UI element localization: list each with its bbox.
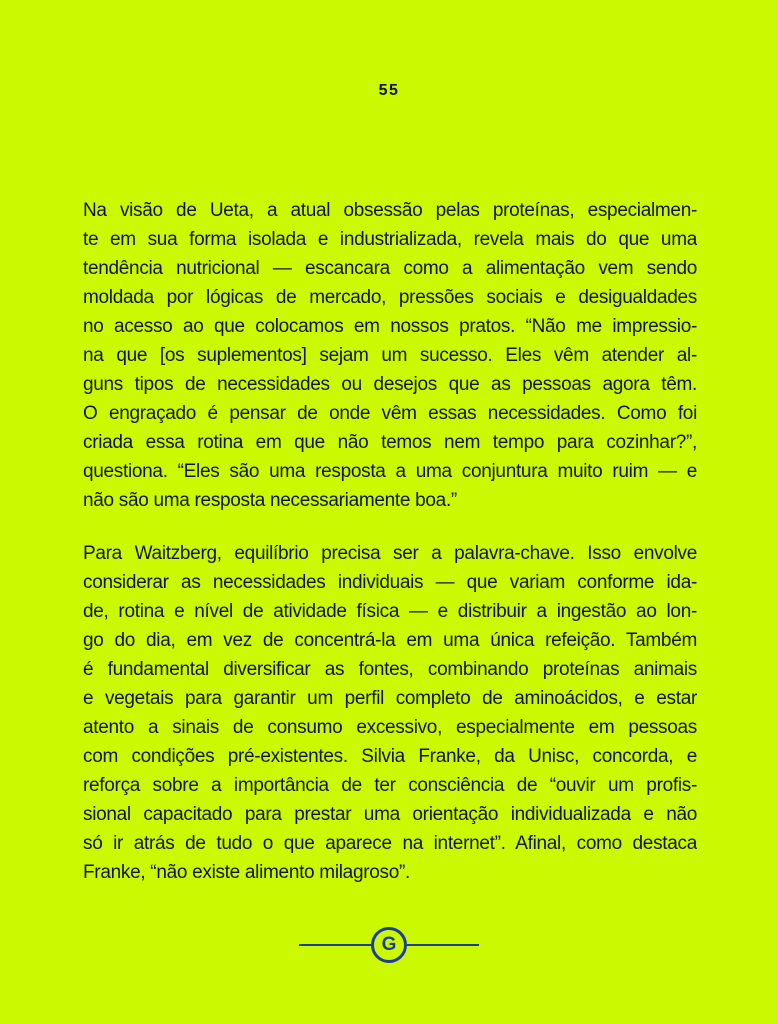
text-line: Na visão de Ueta, a atual obsessão pelas proteínas, especialmen- <box>83 200 697 221</box>
page-number: 55 <box>378 82 400 99</box>
paragraph <box>83 539 697 887</box>
text-line: go do dia, em vez de concentrá-la em uma única refeição. Também <box>83 630 697 651</box>
footer-divider <box>0 927 778 963</box>
text-line: de, rotina e nível de atividade física — e distribuir a ingestão ao lon- <box>83 601 697 622</box>
text-line: não são uma resposta necessariamente boa.” <box>83 490 457 511</box>
text-line: sional capacitado para prestar uma orientação individualizada e não <box>83 804 697 825</box>
text-line: reforça sobre a importância de ter consciência de “ouvir um profis- <box>83 775 697 796</box>
text-line: no acesso ao que colocamos em nossos pratos. “Não me impressio- <box>83 316 697 337</box>
logo-letter: G <box>381 933 397 955</box>
text-line: guns tipos de necessidades ou desejos que as pessoas agora têm. <box>83 374 697 395</box>
divider-line-right <box>407 944 479 946</box>
text-line: tendência nutricional — escancara como a alimentação vem sendo <box>83 258 697 279</box>
paragraph <box>83 196 697 515</box>
text-line: questiona. “Eles são uma resposta a uma conjuntura muito ruim — e <box>83 461 697 482</box>
divider-line-left <box>299 944 371 946</box>
text-line: e vegetais para garantir um perfil completo de aminoácidos, e estar <box>83 688 697 709</box>
text-line: com condições pré-existentes. Silvia Franke, da Unisc, concorda, e <box>83 746 697 767</box>
text-line: moldada por lógicas de mercado, pressões sociais e desigualdades <box>83 287 697 308</box>
text-line: Franke, “não existe alimento milagroso”. <box>83 862 410 883</box>
text-line: considerar as necessidades individuais — que variam conforme ida- <box>83 572 697 593</box>
text-line: O engraçado é pensar de onde vêm essas necessidades. Como foi <box>83 403 697 424</box>
text-line: Para Waitzberg, equilíbrio precisa ser a palavra-chave. Isso envolve <box>83 543 697 564</box>
text-line: te em sua forma isolada e industrializada, revela mais do que uma <box>83 229 697 250</box>
text-line: só ir atrás de tudo o que aparece na internet”. Afinal, como destaca <box>83 833 697 854</box>
g-logo-icon <box>371 927 407 963</box>
article-text <box>83 196 697 887</box>
text-line: é fundamental diversificar as fontes, combinando proteínas animais <box>83 659 697 680</box>
text-line: criada essa rotina em que não temos nem tempo para cozinhar?”, <box>83 432 697 453</box>
text-line: na que [os suplementos] sejam um sucesso. Eles vêm atender al- <box>83 345 697 366</box>
text-line: atento a sinais de consumo excessivo, especialmente em pessoas <box>83 717 697 738</box>
